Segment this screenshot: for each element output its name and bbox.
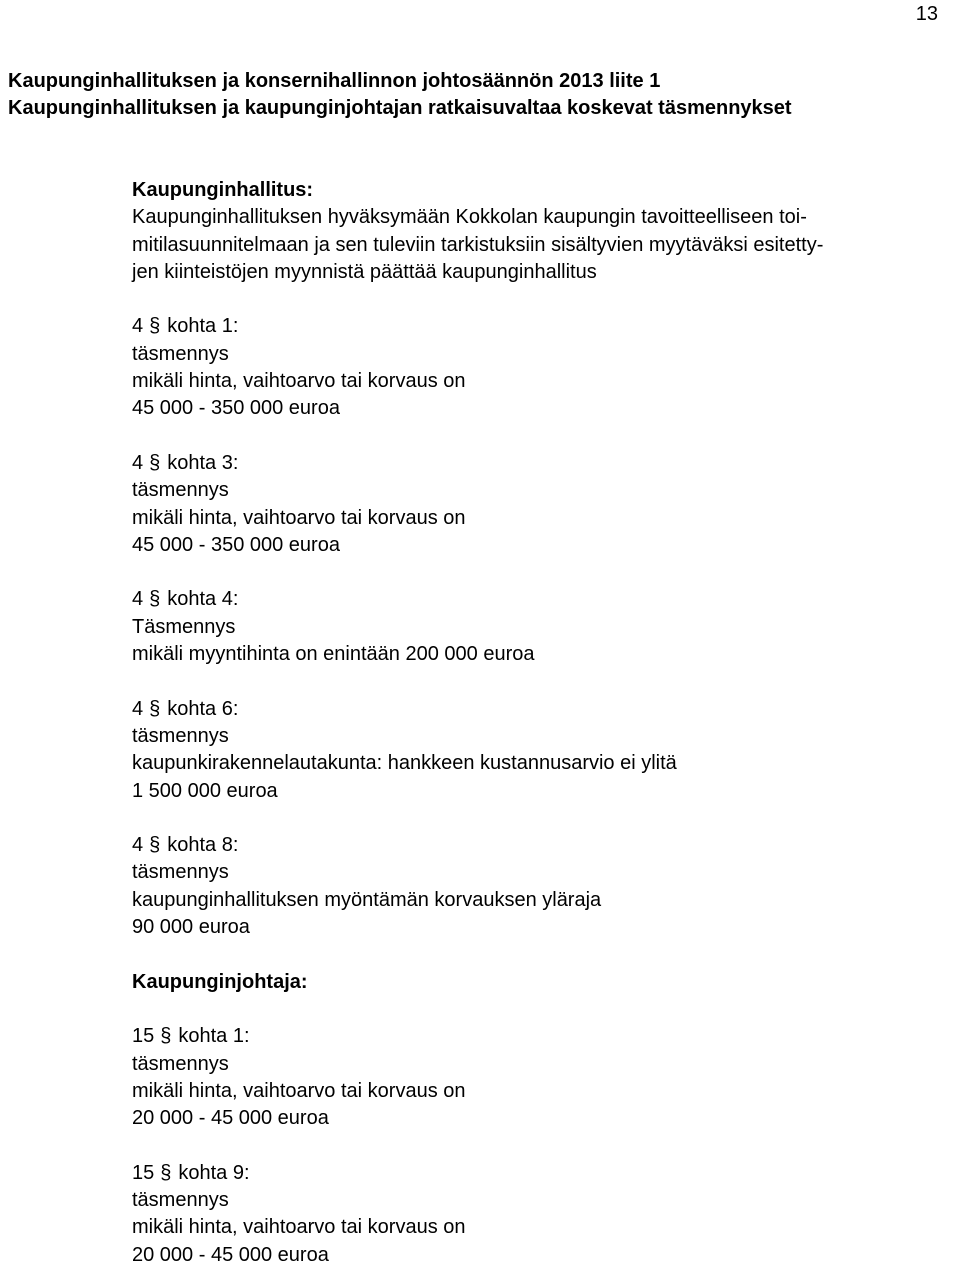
section-reference xyxy=(132,313,952,340)
section-point: kohta 9: xyxy=(178,1161,250,1184)
provision-item xyxy=(132,313,952,422)
clarification-label: Täsmennys xyxy=(132,615,236,638)
section-symbol: § xyxy=(149,588,161,611)
section-symbol: § xyxy=(149,834,161,857)
section-point: kohta 8: xyxy=(167,834,239,857)
intro-line: mitilasuunnitelmaan ja sen tuleviin tarkistuksiin sisältyvien myytäväksi esitetty- xyxy=(132,233,824,256)
document-body xyxy=(132,177,952,1269)
provision-item xyxy=(132,1023,952,1132)
amount-limit: 90 000 euroa xyxy=(132,916,250,939)
section-symbol: § xyxy=(149,697,161,720)
section-reference xyxy=(132,1023,952,1050)
document-title: Kaupunginhallituksen ja konsernihallinnon johtosäännön 2013 liite 1 xyxy=(8,70,661,92)
section-number: 15 xyxy=(132,1025,155,1048)
amount-range: 45 000 - 350 000 euroa xyxy=(132,533,340,556)
section-reference xyxy=(132,1160,952,1187)
amount-range: 20 000 - 45 000 euroa xyxy=(132,1243,329,1266)
clarification-label: täsmennys xyxy=(132,342,229,365)
section-reference xyxy=(132,696,952,723)
document-subtitle: Kaupunginhallituksen ja kaupunginjohtajan ratkaisuvaltaa koskevat täsmennykset xyxy=(8,97,792,119)
section-number: 4 xyxy=(132,315,144,338)
city-board-section xyxy=(132,177,952,969)
clarification-text: mikäli hinta, vaihtoarvo tai korvaus on xyxy=(132,1216,466,1239)
section-point: kohta 1: xyxy=(167,315,239,338)
section-point: kohta 3: xyxy=(167,451,239,474)
clarification-text: mikäli hinta, vaihtoarvo tai korvaus on xyxy=(132,506,466,529)
mayor-heading: Kaupunginjohtaja: xyxy=(132,970,308,993)
provision-item xyxy=(132,1160,952,1269)
amount-range: 45 000 - 350 000 euroa xyxy=(132,397,340,420)
section-reference xyxy=(132,832,952,859)
section-number: 4 xyxy=(132,588,144,611)
clarification-text: mikäli hinta, vaihtoarvo tai korvaus on xyxy=(132,1079,466,1102)
provision-item xyxy=(132,832,952,941)
amount-limit: 1 500 000 euroa xyxy=(132,779,278,802)
section-reference xyxy=(132,450,952,477)
provision-item xyxy=(132,696,952,805)
section-point: kohta 6: xyxy=(167,697,239,720)
clarification-label: täsmennys xyxy=(132,479,229,502)
section-number: 4 xyxy=(132,451,144,474)
clarification-label: täsmennys xyxy=(132,724,229,747)
provision-item xyxy=(132,586,952,668)
intro-line: Kaupunginhallituksen hyväksymään Kokkolan kaupungin tavoitteelliseen toi- xyxy=(132,206,807,229)
section-number: 4 xyxy=(132,834,144,857)
clarification-text: kaupunginhallituksen myöntämän korvauksen yläraja xyxy=(132,888,602,911)
section-symbol: § xyxy=(149,451,161,474)
provision-item xyxy=(132,450,952,559)
section-reference xyxy=(132,586,952,613)
document-header xyxy=(8,68,948,122)
clarification-label: täsmennys xyxy=(132,1052,229,1075)
page-number: 13 xyxy=(915,3,938,25)
section-number: 4 xyxy=(132,697,144,720)
clarification-text: mikäli myyntihinta on enintään 200 000 euroa xyxy=(132,643,535,666)
clarification-text: mikäli hinta, vaihtoarvo tai korvaus on xyxy=(132,370,466,393)
section-number: 15 xyxy=(132,1161,155,1184)
city-board-heading: Kaupunginhallitus: xyxy=(132,179,314,201)
clarification-text: kaupunkirakennelautakunta: hankkeen kustannusarvio ei ylitä xyxy=(132,752,677,775)
clarification-label: täsmennys xyxy=(132,861,229,884)
section-symbol: § xyxy=(149,315,161,338)
section-point: kohta 1: xyxy=(178,1025,250,1048)
amount-range: 20 000 - 45 000 euroa xyxy=(132,1107,329,1130)
clarification-label: täsmennys xyxy=(132,1188,229,1211)
section-point: kohta 4: xyxy=(167,588,239,611)
mayor-section xyxy=(132,969,952,1269)
intro-line: jen kiinteistöjen myynnistä päättää kaupunginhallitus xyxy=(132,260,597,283)
section-symbol: § xyxy=(160,1025,172,1048)
section-symbol: § xyxy=(160,1161,172,1184)
